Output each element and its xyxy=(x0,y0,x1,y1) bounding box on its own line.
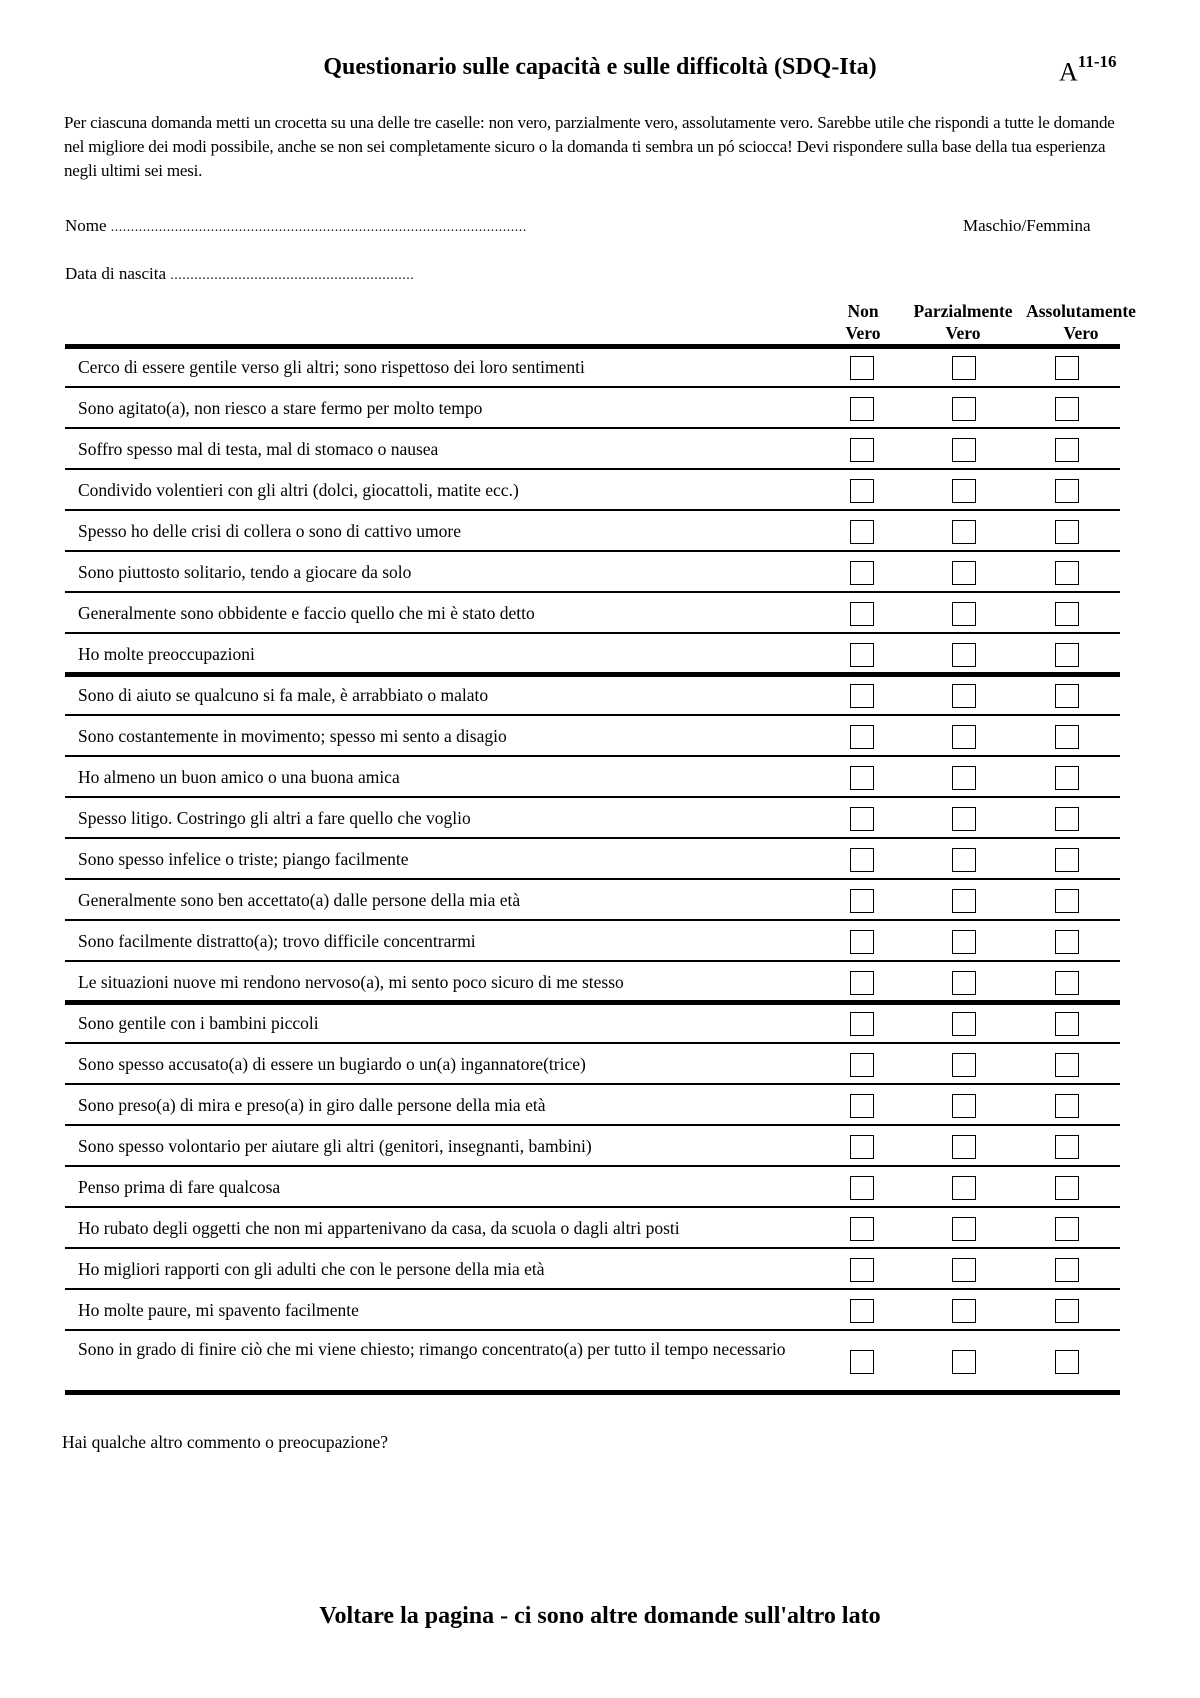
checkbox-non-vero[interactable] xyxy=(850,479,874,503)
checkbox-assolutamente-vero[interactable] xyxy=(1055,438,1079,462)
checkbox-parzialmente-vero[interactable] xyxy=(952,643,976,667)
checkbox-parzialmente-vero[interactable] xyxy=(952,356,976,380)
checkbox-parzialmente-vero[interactable] xyxy=(952,766,976,790)
checkbox-assolutamente-vero[interactable] xyxy=(1055,561,1079,585)
checkbox-assolutamente-vero[interactable] xyxy=(1055,1258,1079,1282)
checkbox-assolutamente-vero[interactable] xyxy=(1055,1350,1079,1374)
question-row xyxy=(65,961,1120,1002)
question-row xyxy=(65,1248,1120,1289)
question-text: Sono agitato(a), non riesco a stare fermo per molto tempo xyxy=(78,398,483,418)
checkbox-assolutamente-vero[interactable] xyxy=(1055,930,1079,954)
question-row xyxy=(65,879,1120,920)
column-header-assolutamente-vero xyxy=(1016,300,1146,344)
question-row xyxy=(65,1207,1120,1248)
checkbox-assolutamente-vero[interactable] xyxy=(1055,1176,1079,1200)
question-row xyxy=(65,1289,1120,1330)
checkbox-parzialmente-vero[interactable] xyxy=(952,807,976,831)
checkbox-parzialmente-vero[interactable] xyxy=(952,1094,976,1118)
question-row xyxy=(65,633,1120,674)
question-text: Ho molte preoccupazioni xyxy=(78,644,255,664)
checkbox-parzialmente-vero[interactable] xyxy=(952,848,976,872)
turn-page-note: Voltare la pagina - ci sono altre domande sull'altro lato xyxy=(319,1603,881,1629)
checkbox-assolutamente-vero[interactable] xyxy=(1055,1135,1079,1159)
dob-dotted-line[interactable]: ............................................................. xyxy=(170,268,415,283)
checkbox-assolutamente-vero[interactable] xyxy=(1055,1053,1079,1077)
checkbox-assolutamente-vero[interactable] xyxy=(1055,356,1079,380)
checkbox-non-vero[interactable] xyxy=(850,725,874,749)
checkbox-non-vero[interactable] xyxy=(850,1299,874,1323)
age-range: 11-16 xyxy=(1077,52,1117,71)
checkbox-non-vero[interactable] xyxy=(850,1012,874,1036)
checkbox-assolutamente-vero[interactable] xyxy=(1055,602,1079,626)
table-rule xyxy=(65,1390,1120,1395)
checkbox-parzialmente-vero[interactable] xyxy=(952,1135,976,1159)
checkbox-assolutamente-vero[interactable] xyxy=(1055,725,1079,749)
checkbox-non-vero[interactable] xyxy=(850,848,874,872)
checkbox-non-vero[interactable] xyxy=(850,602,874,626)
dob-field[interactable] xyxy=(65,264,414,284)
question-text: Generalmente sono ben accettato(a) dalle persone della mia età xyxy=(78,890,521,910)
question-text: Sono spesso volontario per aiutare gli altri (genitori, insegnanti, bambini) xyxy=(78,1136,592,1156)
question-text: Ho migliori rapporti con gli adulti che con le persone della mia età xyxy=(78,1259,545,1279)
checkbox-parzialmente-vero[interactable] xyxy=(952,1053,976,1077)
checkbox-assolutamente-vero[interactable] xyxy=(1055,479,1079,503)
checkbox-parzialmente-vero[interactable] xyxy=(952,684,976,708)
checkbox-assolutamente-vero[interactable] xyxy=(1055,766,1079,790)
checkbox-assolutamente-vero[interactable] xyxy=(1055,807,1079,831)
checkbox-assolutamente-vero[interactable] xyxy=(1055,971,1079,995)
question-row xyxy=(65,1002,1120,1043)
question-row xyxy=(65,510,1120,551)
checkbox-parzialmente-vero[interactable] xyxy=(952,889,976,913)
checkbox-assolutamente-vero[interactable] xyxy=(1055,684,1079,708)
checkbox-parzialmente-vero[interactable] xyxy=(952,1012,976,1036)
checkbox-non-vero[interactable] xyxy=(850,356,874,380)
checkbox-parzialmente-vero[interactable] xyxy=(952,1299,976,1323)
question-row xyxy=(65,715,1120,756)
checkbox-non-vero[interactable] xyxy=(850,397,874,421)
column-header-line: Vero xyxy=(945,323,981,343)
checkbox-assolutamente-vero[interactable] xyxy=(1055,1299,1079,1323)
question-text: Spesso litigo. Costringo gli altri a fare quello che voglio xyxy=(78,808,471,828)
checkbox-assolutamente-vero[interactable] xyxy=(1055,643,1079,667)
checkbox-non-vero[interactable] xyxy=(850,1217,874,1241)
question-row xyxy=(65,469,1120,510)
question-text: Cerco di essere gentile verso gli altri; sono rispettoso dei loro sentimenti xyxy=(78,357,585,377)
checkbox-parzialmente-vero[interactable] xyxy=(952,1350,976,1374)
form-letter: A xyxy=(1059,57,1078,87)
question-text: Condivido volentieri con gli altri (dolci, giocattoli, matite ecc.) xyxy=(78,480,519,500)
question-row xyxy=(65,756,1120,797)
question-row xyxy=(65,1043,1120,1084)
checkbox-parzialmente-vero[interactable] xyxy=(952,561,976,585)
checkbox-non-vero[interactable] xyxy=(850,930,874,954)
name-field[interactable] xyxy=(65,216,527,236)
checkbox-non-vero[interactable] xyxy=(850,1350,874,1374)
question-row xyxy=(65,592,1120,633)
question-row xyxy=(65,838,1120,879)
question-row xyxy=(65,551,1120,592)
checkbox-non-vero[interactable] xyxy=(850,889,874,913)
question-text: Sono gentile con i bambini piccoli xyxy=(78,1013,319,1033)
question-text: Sono preso(a) di mira e preso(a) in giro dalle persone della mia età xyxy=(78,1095,546,1115)
checkbox-non-vero[interactable] xyxy=(850,1135,874,1159)
checkbox-non-vero[interactable] xyxy=(850,520,874,544)
checkbox-assolutamente-vero[interactable] xyxy=(1055,397,1079,421)
checkbox-assolutamente-vero[interactable] xyxy=(1055,1094,1079,1118)
checkbox-parzialmente-vero[interactable] xyxy=(952,479,976,503)
question-row xyxy=(65,1330,1120,1392)
checkbox-non-vero[interactable] xyxy=(850,561,874,585)
column-header-line: Assolutamente xyxy=(1026,301,1136,321)
checkbox-parzialmente-vero[interactable] xyxy=(952,1217,976,1241)
checkbox-parzialmente-vero[interactable] xyxy=(952,725,976,749)
checkbox-parzialmente-vero[interactable] xyxy=(952,438,976,462)
comments-prompt: Hai qualche altro commento o preocupazione? xyxy=(62,1432,389,1452)
question-text: Penso prima di fare qualcosa xyxy=(78,1177,281,1197)
form-age-code xyxy=(1059,52,1117,88)
checkbox-non-vero[interactable] xyxy=(850,1176,874,1200)
checkbox-assolutamente-vero[interactable] xyxy=(1055,1012,1079,1036)
column-header-parzialmente-vero xyxy=(893,300,1033,344)
question-text: Ho almeno un buon amico o una buona amica xyxy=(78,767,400,787)
checkbox-parzialmente-vero[interactable] xyxy=(952,602,976,626)
checkbox-parzialmente-vero[interactable] xyxy=(952,520,976,544)
question-row xyxy=(65,674,1120,715)
question-row xyxy=(65,1084,1120,1125)
question-row xyxy=(65,387,1120,428)
checkbox-non-vero[interactable] xyxy=(850,1258,874,1282)
question-text: Sono spesso infelice o triste; piango facilmente xyxy=(78,849,409,869)
question-text: Generalmente sono obbidente e faccio quello che mi è stato detto xyxy=(78,603,535,623)
checkbox-non-vero[interactable] xyxy=(850,1053,874,1077)
question-text: Sono in grado di finire ciò che mi viene chiesto; rimango concentrato(a) per tutto il tempo necessario xyxy=(78,1339,786,1359)
question-text: Ho rubato degli oggetti che non mi appartenivano da casa, da scuola o dagli altri posti xyxy=(78,1218,680,1238)
checkbox-assolutamente-vero[interactable] xyxy=(1055,1217,1079,1241)
question-text: Soffro spesso mal di testa, mal di stomaco o nausea xyxy=(78,439,439,459)
question-row xyxy=(65,920,1120,961)
checkbox-non-vero[interactable] xyxy=(850,1094,874,1118)
column-header-line: Vero xyxy=(845,323,881,343)
checkbox-non-vero[interactable] xyxy=(850,971,874,995)
question-text: Ho molte paure, mi spavento facilmente xyxy=(78,1300,359,1320)
question-row xyxy=(65,1166,1120,1207)
sex-label[interactable]: Maschio/Femmina xyxy=(963,216,1091,235)
column-header-non-vero xyxy=(826,300,900,344)
question-text: Sono spesso accusato(a) di essere un bugiardo o un(a) ingannatore(trice) xyxy=(78,1054,586,1074)
column-header-line: Parzialmente xyxy=(913,301,1013,321)
instructions: Per ciascuna domanda metti un crocetta su una delle tre caselle: non vero, parzialmente vero, assolutamente vero. Sarebbe utile che rispondi a tutte le domande nel migliore dei modi possibile, anche se non sei completamente sicuro o la domanda ti sembra un pó sciocca! Devi rispondere sulla base della tua esperienza negli ultimi sei mesi. xyxy=(64,113,1115,180)
question-row xyxy=(65,1125,1120,1166)
checkbox-non-vero[interactable] xyxy=(850,807,874,831)
checkbox-non-vero[interactable] xyxy=(850,684,874,708)
name-dotted-line[interactable]: ........................................................................................................ xyxy=(110,220,527,235)
column-header-line: Non xyxy=(847,301,879,321)
column-header-line: Vero xyxy=(1063,323,1099,343)
checkbox-non-vero[interactable] xyxy=(850,438,874,462)
checkbox-non-vero[interactable] xyxy=(850,766,874,790)
question-text: Sono costantemente in movimento; spesso mi sento a disagio xyxy=(78,726,507,746)
checkbox-parzialmente-vero[interactable] xyxy=(952,397,976,421)
question-text: Sono facilmente distratto(a); trovo difficile concentrarmi xyxy=(78,931,476,951)
question-row xyxy=(65,346,1120,387)
checkbox-parzialmente-vero[interactable] xyxy=(952,971,976,995)
question-row xyxy=(65,428,1120,469)
name-label: Nome xyxy=(65,216,107,235)
checkbox-assolutamente-vero[interactable] xyxy=(1055,889,1079,913)
question-row xyxy=(65,797,1120,838)
checkbox-parzialmente-vero[interactable] xyxy=(952,1176,976,1200)
checkbox-parzialmente-vero[interactable] xyxy=(952,930,976,954)
checkbox-assolutamente-vero[interactable] xyxy=(1055,520,1079,544)
question-text: Le situazioni nuove mi rendono nervoso(a), mi sento poco sicuro di me stesso xyxy=(78,972,624,992)
question-text: Spesso ho delle crisi di collera o sono di cattivo umore xyxy=(78,521,461,541)
checkbox-non-vero[interactable] xyxy=(850,643,874,667)
checkbox-parzialmente-vero[interactable] xyxy=(952,1258,976,1282)
dob-label: Data di nascita xyxy=(65,264,167,283)
question-text: Sono di aiuto se qualcuno si fa male, è arrabbiato o malato xyxy=(78,685,489,705)
question-text: Sono piuttosto solitario, tendo a giocare da solo xyxy=(78,562,412,582)
checkbox-assolutamente-vero[interactable] xyxy=(1055,848,1079,872)
form-title: Questionario sulle capacità e sulle difficoltà (SDQ-Ita) xyxy=(323,54,877,80)
